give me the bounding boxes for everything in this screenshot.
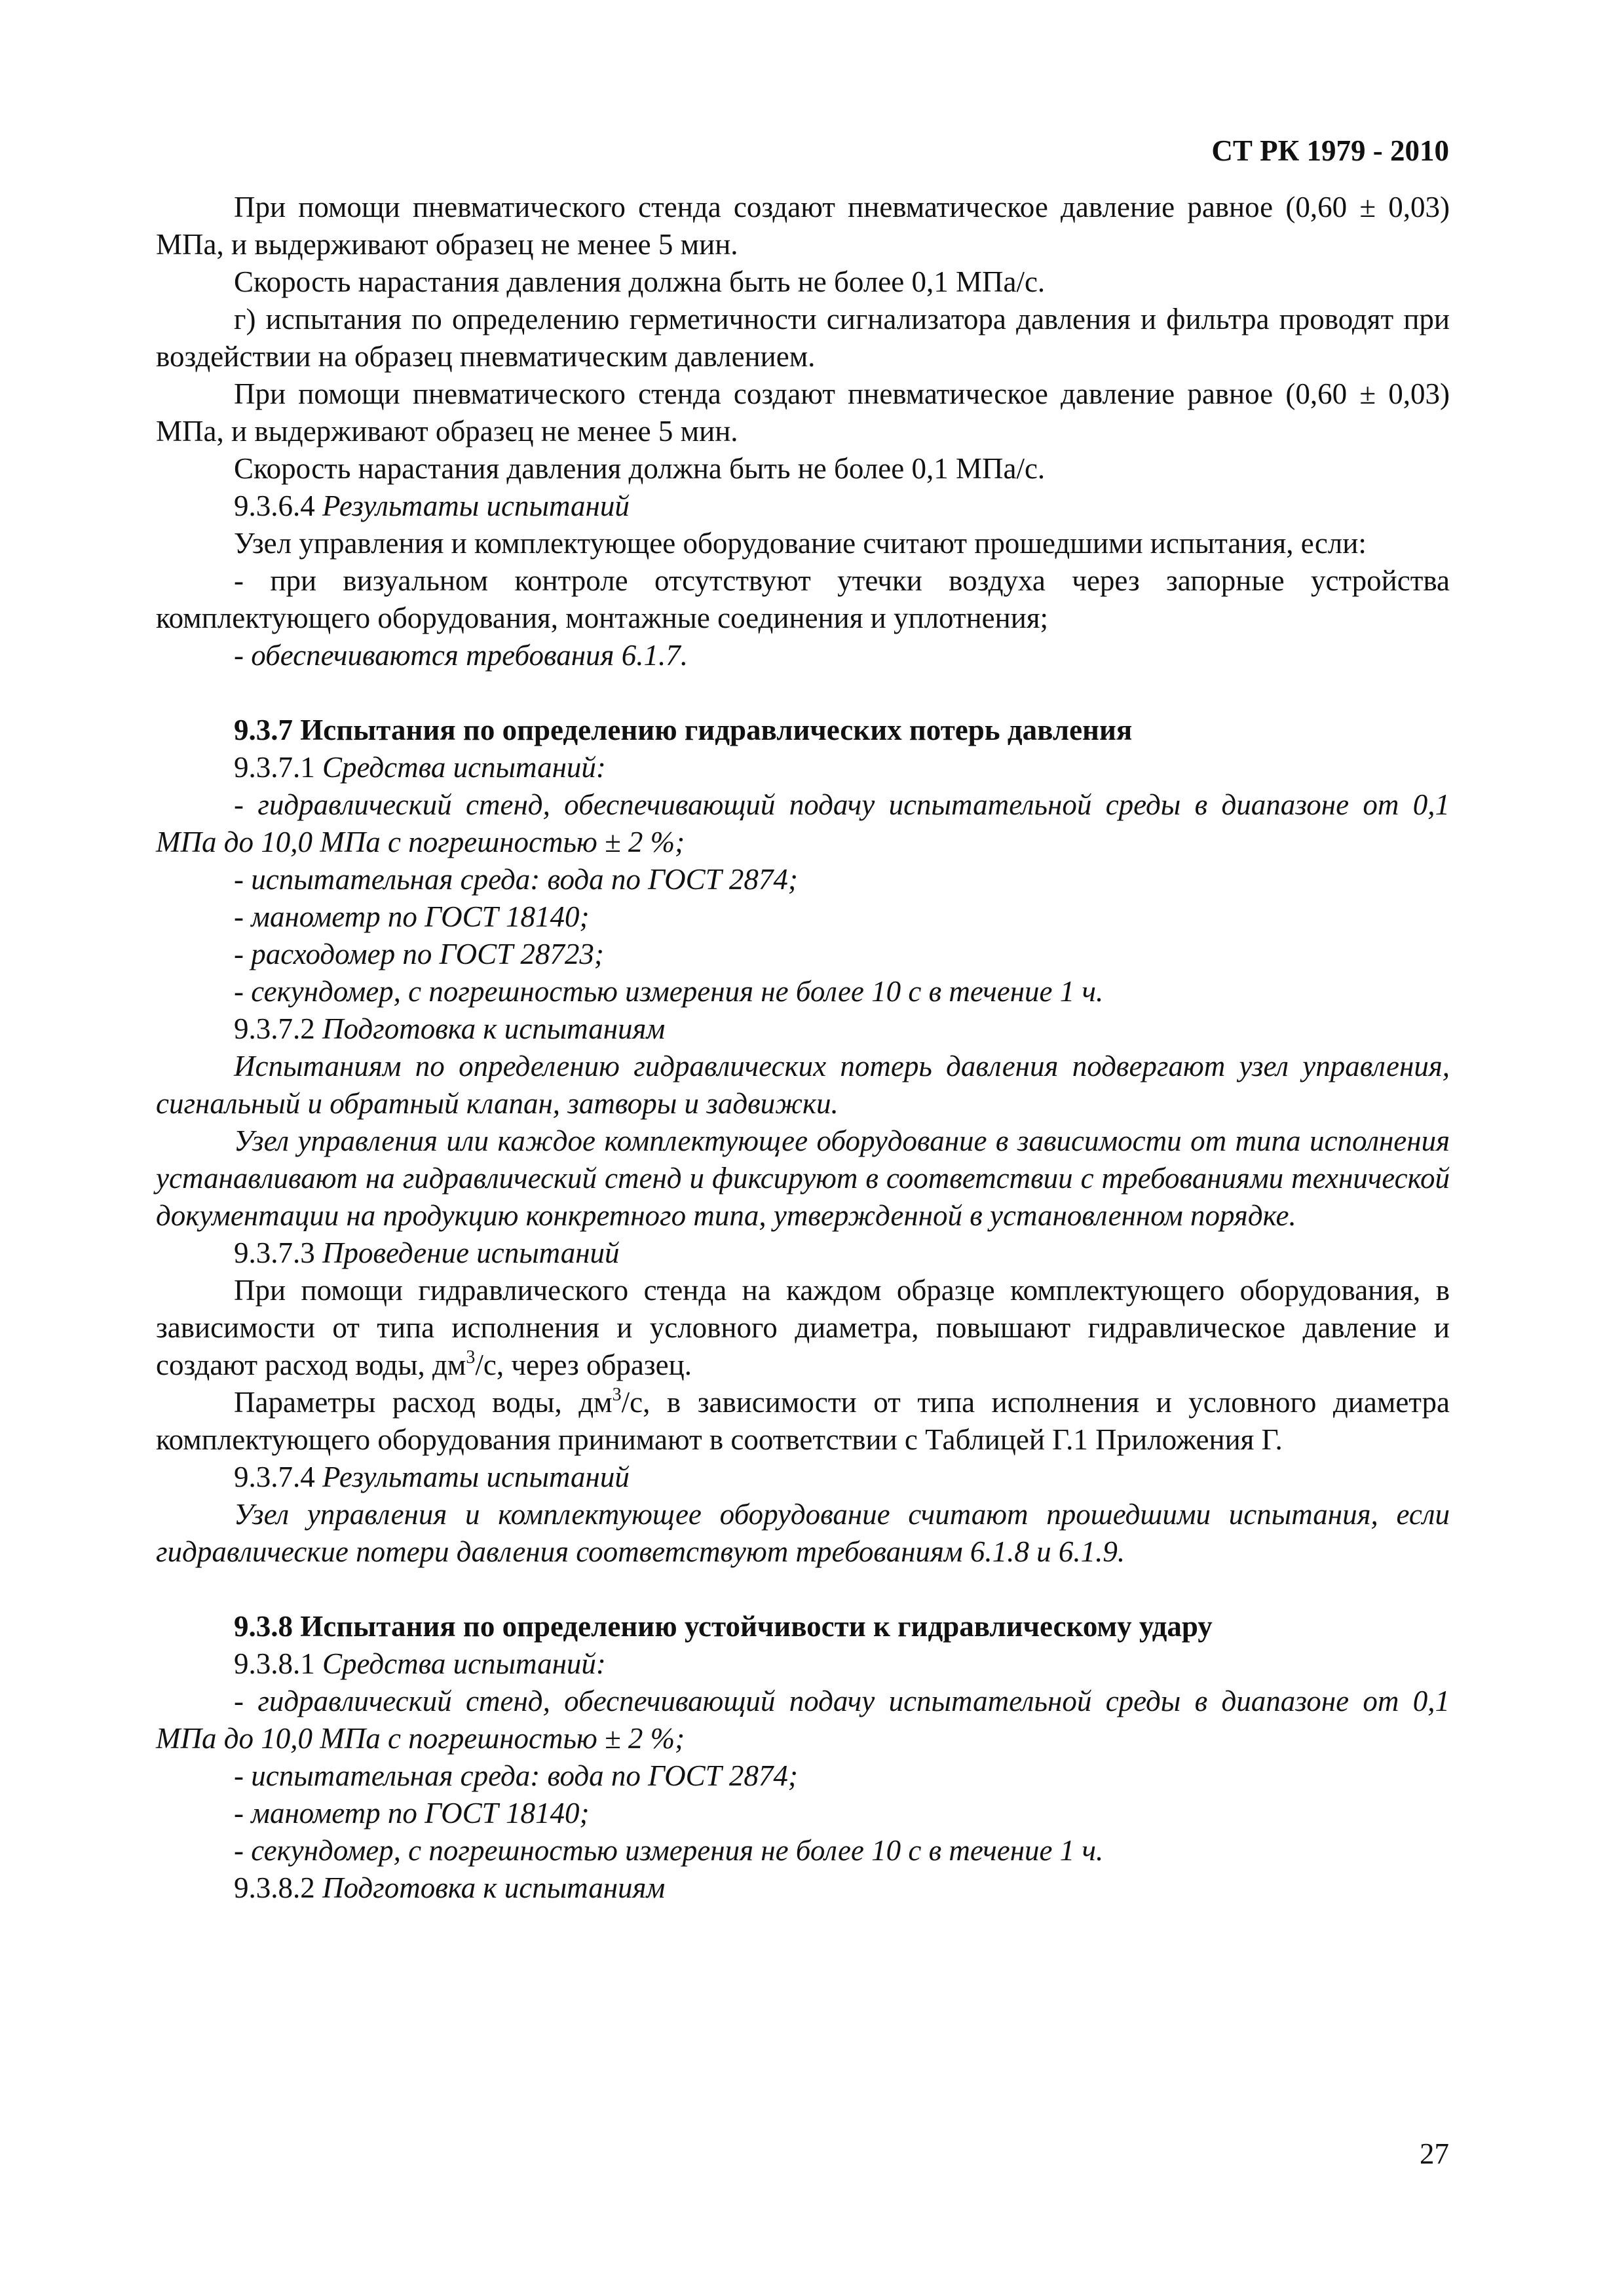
subsection-title: Подготовка к испытаниям: [322, 1871, 666, 1904]
list-item: - обеспечиваются требования 6.1.7.: [234, 639, 688, 672]
paragraph: Узел управления и комплектующее оборудование считают прошедшими испытания, если гидравлические потери давления соответствуют требованиям 6.1.8 и 6.1.9.: [156, 1498, 1450, 1568]
document-code: СТ РК 1979 - 2010: [1211, 134, 1449, 167]
list-item: - секундомер, с погрешностью измерения не более 10 с в течение 1 ч.: [234, 975, 1104, 1008]
subsection-heading: [156, 749, 1450, 786]
superscript: 3: [612, 1385, 622, 1405]
subsection-number: 9.3.7.3: [234, 1236, 315, 1269]
subsection-title: Результаты испытаний: [322, 489, 630, 522]
subsection-heading: [156, 1010, 1450, 1048]
paragraph: При помощи гидравлического стенда на каждом образце комплектующего оборудования, в зависимости от типа исполнения и условного диаметра, повышают гидравлическое давление и создают расход воды, $дм^3/с$, через образец.: [156, 1274, 1450, 1381]
subsection-title: Результаты испытаний: [322, 1461, 630, 1493]
paragraph: Узел управления или каждое комплектующее оборудование в зависимости от типа исполнения устанавливают на гидравлический стенд и фиксируют в соответствии с требованиями технической документации на продукцию конкретного типа, утвержденной в установленном порядке.: [156, 1124, 1450, 1232]
paragraph: При помощи пневматического стенда создают пневматическое давление равное (0,60 ± 0,03) МПа, и выдерживают образец не менее 5 мин.: [156, 191, 1450, 261]
subsection-heading: [156, 1645, 1450, 1683]
subsection-number: 9.3.7.1: [234, 751, 315, 784]
list-item: - расходомер по ГОСТ 28723;: [234, 938, 604, 970]
list-item: - гидравлический стенд, обеспечивающий подачу испытательной среды в диапазоне от 0,1 МПа до 10,0 МПа с погрешностью ± 2 %;: [156, 1685, 1450, 1755]
page-number: 27: [1420, 2137, 1449, 2170]
subsection-title: Средства испытаний:: [322, 751, 606, 784]
section-heading: 9.3.7 Испытания по определению гидравлических потерь давления: [234, 714, 1133, 746]
subsection-title: Средства испытаний:: [322, 1647, 606, 1680]
subsection-number: 9.3.7.2: [234, 1012, 315, 1045]
list-item: - гидравлический стенд, обеспечивающий подачу испытательной среды в диапазоне от 0,1 МПа до 10,0 МПа с погрешностью ± 2 %;: [156, 788, 1450, 858]
subsection-title: Подготовка к испытаниям: [322, 1012, 666, 1045]
paragraph: При помощи пневматического стенда создают пневматическое давление равное (0,60 ± 0,03) МПа, и выдерживают образец не менее 5 мин.: [156, 377, 1450, 448]
paragraph: Узел управления и комплектующее оборудование считают прошедшими испытания, если:: [234, 527, 1367, 560]
subsection-title: Проведение испытаний: [322, 1236, 620, 1269]
document-body: [156, 189, 1450, 1907]
list-item: - секундомер, с погрешностью измерения не более 10 с в течение 1 ч.: [234, 1834, 1104, 1867]
paragraph: Параметры расход воды, $дм^3/с$, в зависимости от типа исполнения и условного диаметра комплектующего оборудования принимают в соответствии с Таблицей Г.1 Приложения Г.: [156, 1385, 1450, 1456]
superscript: 3: [466, 1347, 476, 1368]
paragraph: г) испытания по определению герметичности сигнализатора давления и фильтра проводят при воздействии на образец пневматическим давлением.: [156, 303, 1450, 373]
subsection-number: 9.3.6.4: [234, 489, 315, 522]
list-item: - манометр по ГОСТ 18140;: [234, 1797, 590, 1829]
subsection-number: 9.3.8.1: [234, 1647, 315, 1680]
subsection-number: 9.3.7.4: [234, 1461, 315, 1493]
paragraph: Скорость нарастания давления должна быть не более 0,1 МПа/с.: [234, 452, 1046, 485]
section-heading: 9.3.8 Испытания по определению устойчивости к гидравлическому удару: [234, 1610, 1213, 1643]
subsection-heading: [156, 488, 1450, 525]
paragraph: Скорость нарастания давления должна быть не более 0,1 МПа/с.: [234, 265, 1046, 298]
list-item: - при визуальном контроле отсутствуют утечки воздуха через запорные устройства комплектующего оборудования, монтажные соединения и уплотнения;: [156, 564, 1450, 634]
subsection-heading: [156, 1869, 1450, 1907]
list-item: - манометр по ГОСТ 18140;: [234, 900, 590, 933]
list-item: - испытательная среда: вода по ГОСТ 2874;: [234, 863, 798, 896]
subsection-heading: [156, 1234, 1450, 1272]
subsection-number: 9.3.8.2: [234, 1871, 315, 1904]
subsection-heading: [156, 1459, 1450, 1496]
list-item: - испытательная среда: вода по ГОСТ 2874;: [234, 1759, 798, 1792]
paragraph: Испытаниям по определению гидравлических потерь давления подвергают узел управления, сигнальный и обратный клапан, затворы и задвижки.: [156, 1050, 1450, 1120]
